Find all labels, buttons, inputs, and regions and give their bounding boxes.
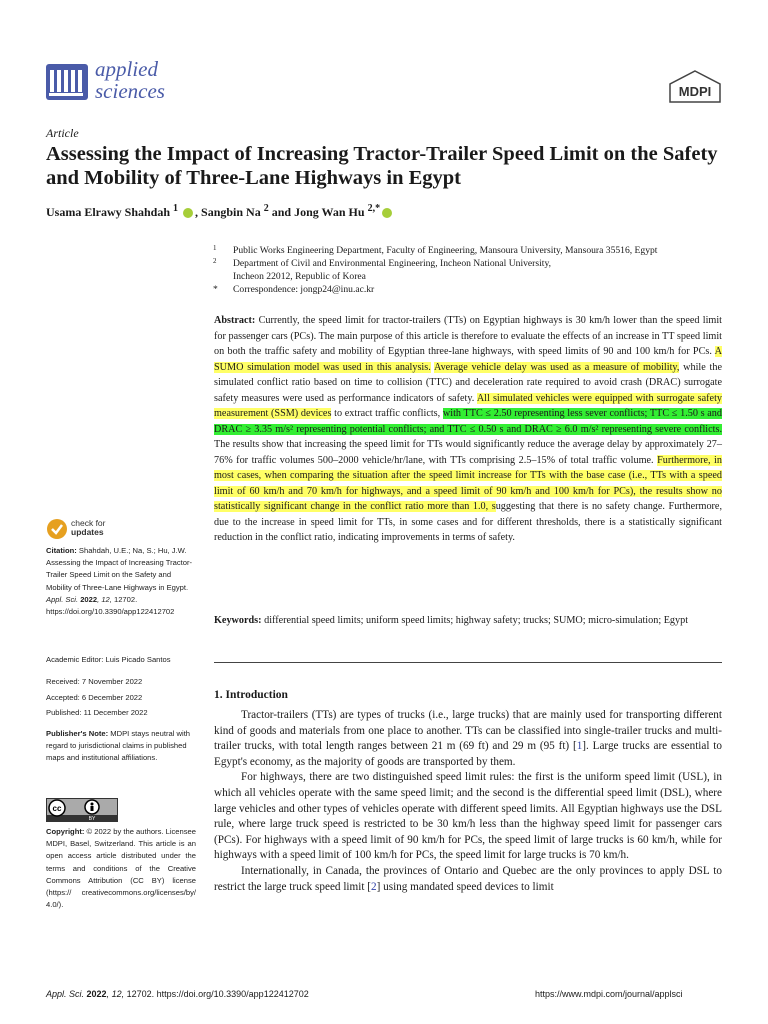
affiliation-number: * <box>213 284 218 295</box>
highlight-yellow: Furthermore, in most cases, when comparing the situation after the speed limit increase for TTs with the base case (i.e., TTs with a speed limit of 60 km/h and 70 km/h for highways, and a speed limit of 90 km/h and 100 km/h for PCs), the results show no statistically significant change in the conflict ratio more than 1.0, s <box>214 454 722 512</box>
intro-paragraph-1 <box>214 708 722 770</box>
footer-citation <box>46 989 309 999</box>
publisher-note-label: Publisher's Note: <box>46 729 109 738</box>
citation-volume: , 12, <box>97 594 112 604</box>
keywords-text: differential speed limits; uniform speed limits; highway safety; trucks; SUMO; micro-simulation; Egypt <box>261 615 689 626</box>
correspondence-text[interactable]: Correspondence: jongp24@inu.ac.kr <box>233 284 375 295</box>
abstract-text: The results show that increasing the speed limit for TTs would significantly reduce the average delay by approximately 27–76% for traffic volumes 500–2000 vehicle/hr/lane, with TTs comprising 2.5–15% of total traffic volume. <box>214 439 722 466</box>
citation-doi[interactable]: 12702. https://doi.org/10.3390/app122412702 <box>46 594 175 617</box>
affiliation-text: Department of Civil and Environmental Engineering, Incheon National University, <box>233 258 552 269</box>
abstract-text: uggesting that there is no safety change. Furthermore, due to the increase in speed limit for TTs, in some cases and for different thresholds, there is a statistically significant reduction in the conflict ratio, indicating improvements in terms of safety. <box>214 501 722 543</box>
received-date: Received: 7 November 2022 <box>46 677 143 686</box>
highlight-yellow: All simulated vehicles were equipped with surrogate safety measurement (SSM) devices <box>214 392 722 419</box>
cc-by-label: BY <box>88 816 96 822</box>
intro-paragraph-3 <box>214 864 722 895</box>
article-type: Article <box>46 126 79 140</box>
intro-paragraph-2: For highways, there are two distinguished speed limit rules: the first is the uniform speed limit (USL), in which all vehicles operate with the same speed limit; and the second is the differential speed limit (DSL), where large vehicles and other types of vehicles operate with different speed limits. All Egyptian highways use the DSL rule, where large truck speed is restricted to be 30 km/h less than the highway speed limit for passenger cars (PCs). For highways with a speed limit of 90 km/h for PCs, the speed limit of large trucks is 60 km/h, while for highways with a speed limit of 100 km/h for PCs, the speed limit for large trucks is 70 km/h. <box>214 771 722 862</box>
orcid-icon[interactable] <box>382 208 392 218</box>
footer-doi[interactable]: 12702. https://doi.org/10.3390/app122412702 <box>124 989 309 999</box>
cc-by-icon <box>46 798 118 822</box>
journal-title-line2: sciences <box>95 79 165 103</box>
mdpi-logo[interactable] <box>668 70 720 100</box>
introduction-body <box>214 708 722 895</box>
mdpi-logo-icon <box>668 70 722 104</box>
affiliation-text: Public Works Engineering Department, Faculty of Engineering, Mansoura University, Mansoura 35516, Egypt <box>233 245 658 256</box>
abstract-text: while the simulated conflict ratio based on time to collision (TTC) and deceleration rate required to avoid crash (DRAC) surrogate safety measures were used as performance indicators of safety. <box>214 361 722 404</box>
author-1-affil: 1 <box>173 203 179 214</box>
copyright-text: © 2022 by the authors. Licensee MDPI, Basel, Switzerland. This article is an open access article distributed under the terms and conditions of the Creative Commons Attribution (CC BY) license (https:// creativecommons.org/licenses/by/ 4.0/). <box>46 827 196 910</box>
reference-link[interactable]: 1 <box>576 740 583 753</box>
copyright-label: Copyright: <box>46 827 85 836</box>
accepted-date: Accepted: 6 December 2022 <box>46 693 143 702</box>
author-2-affil: 2 <box>263 203 269 214</box>
citation-journal: Appl. Sci. <box>46 594 79 604</box>
footer-url[interactable]: https://www.mdpi.com/journal/applsci <box>535 989 683 999</box>
citation <box>46 545 196 618</box>
check-for-updates-button[interactable] <box>46 516 126 542</box>
check-updates-line1: check for <box>71 518 106 528</box>
footer-volume: , 12, <box>106 989 125 999</box>
publisher-note <box>46 728 196 765</box>
highlight-green: with TTC ≤ 2.50 representing less sever conflicts; TTC ≤ 1.50 s and DRAC ≥ 3.35 m/s² representing potential conflicts; and TTC ≤ 0.50 s and DRAC ≥ 6.0 m/s² representing severe conflicts. <box>214 408 722 435</box>
article-title: Assessing the Impact of Increasing Tractor-Trailer Speed Limit on the Safety and Mobility of Three-Lane Highways in Egypt <box>46 143 718 189</box>
author-1[interactable]: Usama Elrawy Shahdah <box>46 205 171 219</box>
keywords-label: Keywords: <box>214 615 262 626</box>
publisher-note-text: MDPI stays neutral with regard to jurisdictional claims in published maps and institutional affiliations. <box>46 729 191 763</box>
author-3[interactable]: and Jong Wan Hu <box>271 205 365 219</box>
intro-text: ]. Large trucks are essential to Egypt's economy, as the majority of goods are transported by them. <box>214 740 722 768</box>
svg-text:cc: cc <box>52 804 62 813</box>
journal-title <box>95 58 165 102</box>
academic-editor: Academic Editor: Luis Picado Santos <box>46 655 171 664</box>
highlight-yellow: Average vehicle delay was used as a measure of mobility, <box>433 361 680 373</box>
journal-title-line1: applied <box>95 57 158 81</box>
copyright <box>46 826 196 911</box>
abstract <box>214 313 722 546</box>
section-heading: 1. Introduction <box>214 689 288 701</box>
check-updates-icon <box>46 518 68 540</box>
affiliation-text: Incheon 22012, Republic of Korea <box>233 271 366 282</box>
highlight-yellow: A SUMO simulation model was used in this analysis. <box>214 346 722 373</box>
reference-link[interactable]: 2 <box>371 880 377 893</box>
citation-year: 2022 <box>78 594 98 604</box>
citation-text: Shahdah, U.E.; Na, S.; Hu, J.W. Assessing the Impact of Increasing Tractor-Trailer Speed Limit on the Safety and Mobility of Three-Lane Highways in Egypt. <box>46 546 193 592</box>
affiliation-number: 2 <box>213 257 217 265</box>
divider <box>214 662 722 663</box>
keywords <box>214 613 722 629</box>
orcid-icon[interactable] <box>183 208 193 218</box>
applied-sciences-logo-icon <box>46 60 92 104</box>
affiliation-number: 1 <box>213 244 217 252</box>
abstract-text: Currently, the speed limit for tractor-trailers (TTs) on Egyptian highways is 30 km/h lower than the speed limit for passenger cars (PCs). The main purpose of this article is therefore to evaluate the effects of an increase in TT speed limit on both the traffic safety and mobility of Egyptian three-lane highways, with speed limits of 90 and 100 km/h for PCs. <box>214 315 722 357</box>
cc-license-badge[interactable] <box>46 798 118 822</box>
author-2[interactable]: , Sangbin Na <box>195 205 261 219</box>
author-3-affil: 2,* <box>367 203 381 214</box>
abstract-label: Abstract: <box>214 315 256 326</box>
publisher-name: MDPI <box>678 84 712 99</box>
citation-label: Citation: <box>46 546 77 555</box>
abstract-text: to extract traffic conflicts, <box>331 408 443 419</box>
intro-text: Tractor-trailers (TTs) are types of trucks (i.e., large trucks) that are mainly used for transporting different kind of goods and materials from one place to another. TTs can be classified into single-trailer trucks and multi-trailer trucks, with total length ranges between 21 m (69 ft) and 29 m (95 ft) [ <box>214 709 722 753</box>
author-list <box>46 203 394 220</box>
check-updates-line2: updates <box>71 527 104 537</box>
footer-year: 2022 <box>84 989 107 999</box>
intro-text: Internationally, in Canada, the provinces of Ontario and Quebec are the only provinces to apply DSL to restrict the large truck speed limit [ <box>214 864 722 893</box>
intro-text: ] using mandated speed devices to limit <box>376 880 554 893</box>
published-date: Published: 11 December 2022 <box>46 708 148 717</box>
footer-journal: Appl. Sci. <box>46 989 85 999</box>
